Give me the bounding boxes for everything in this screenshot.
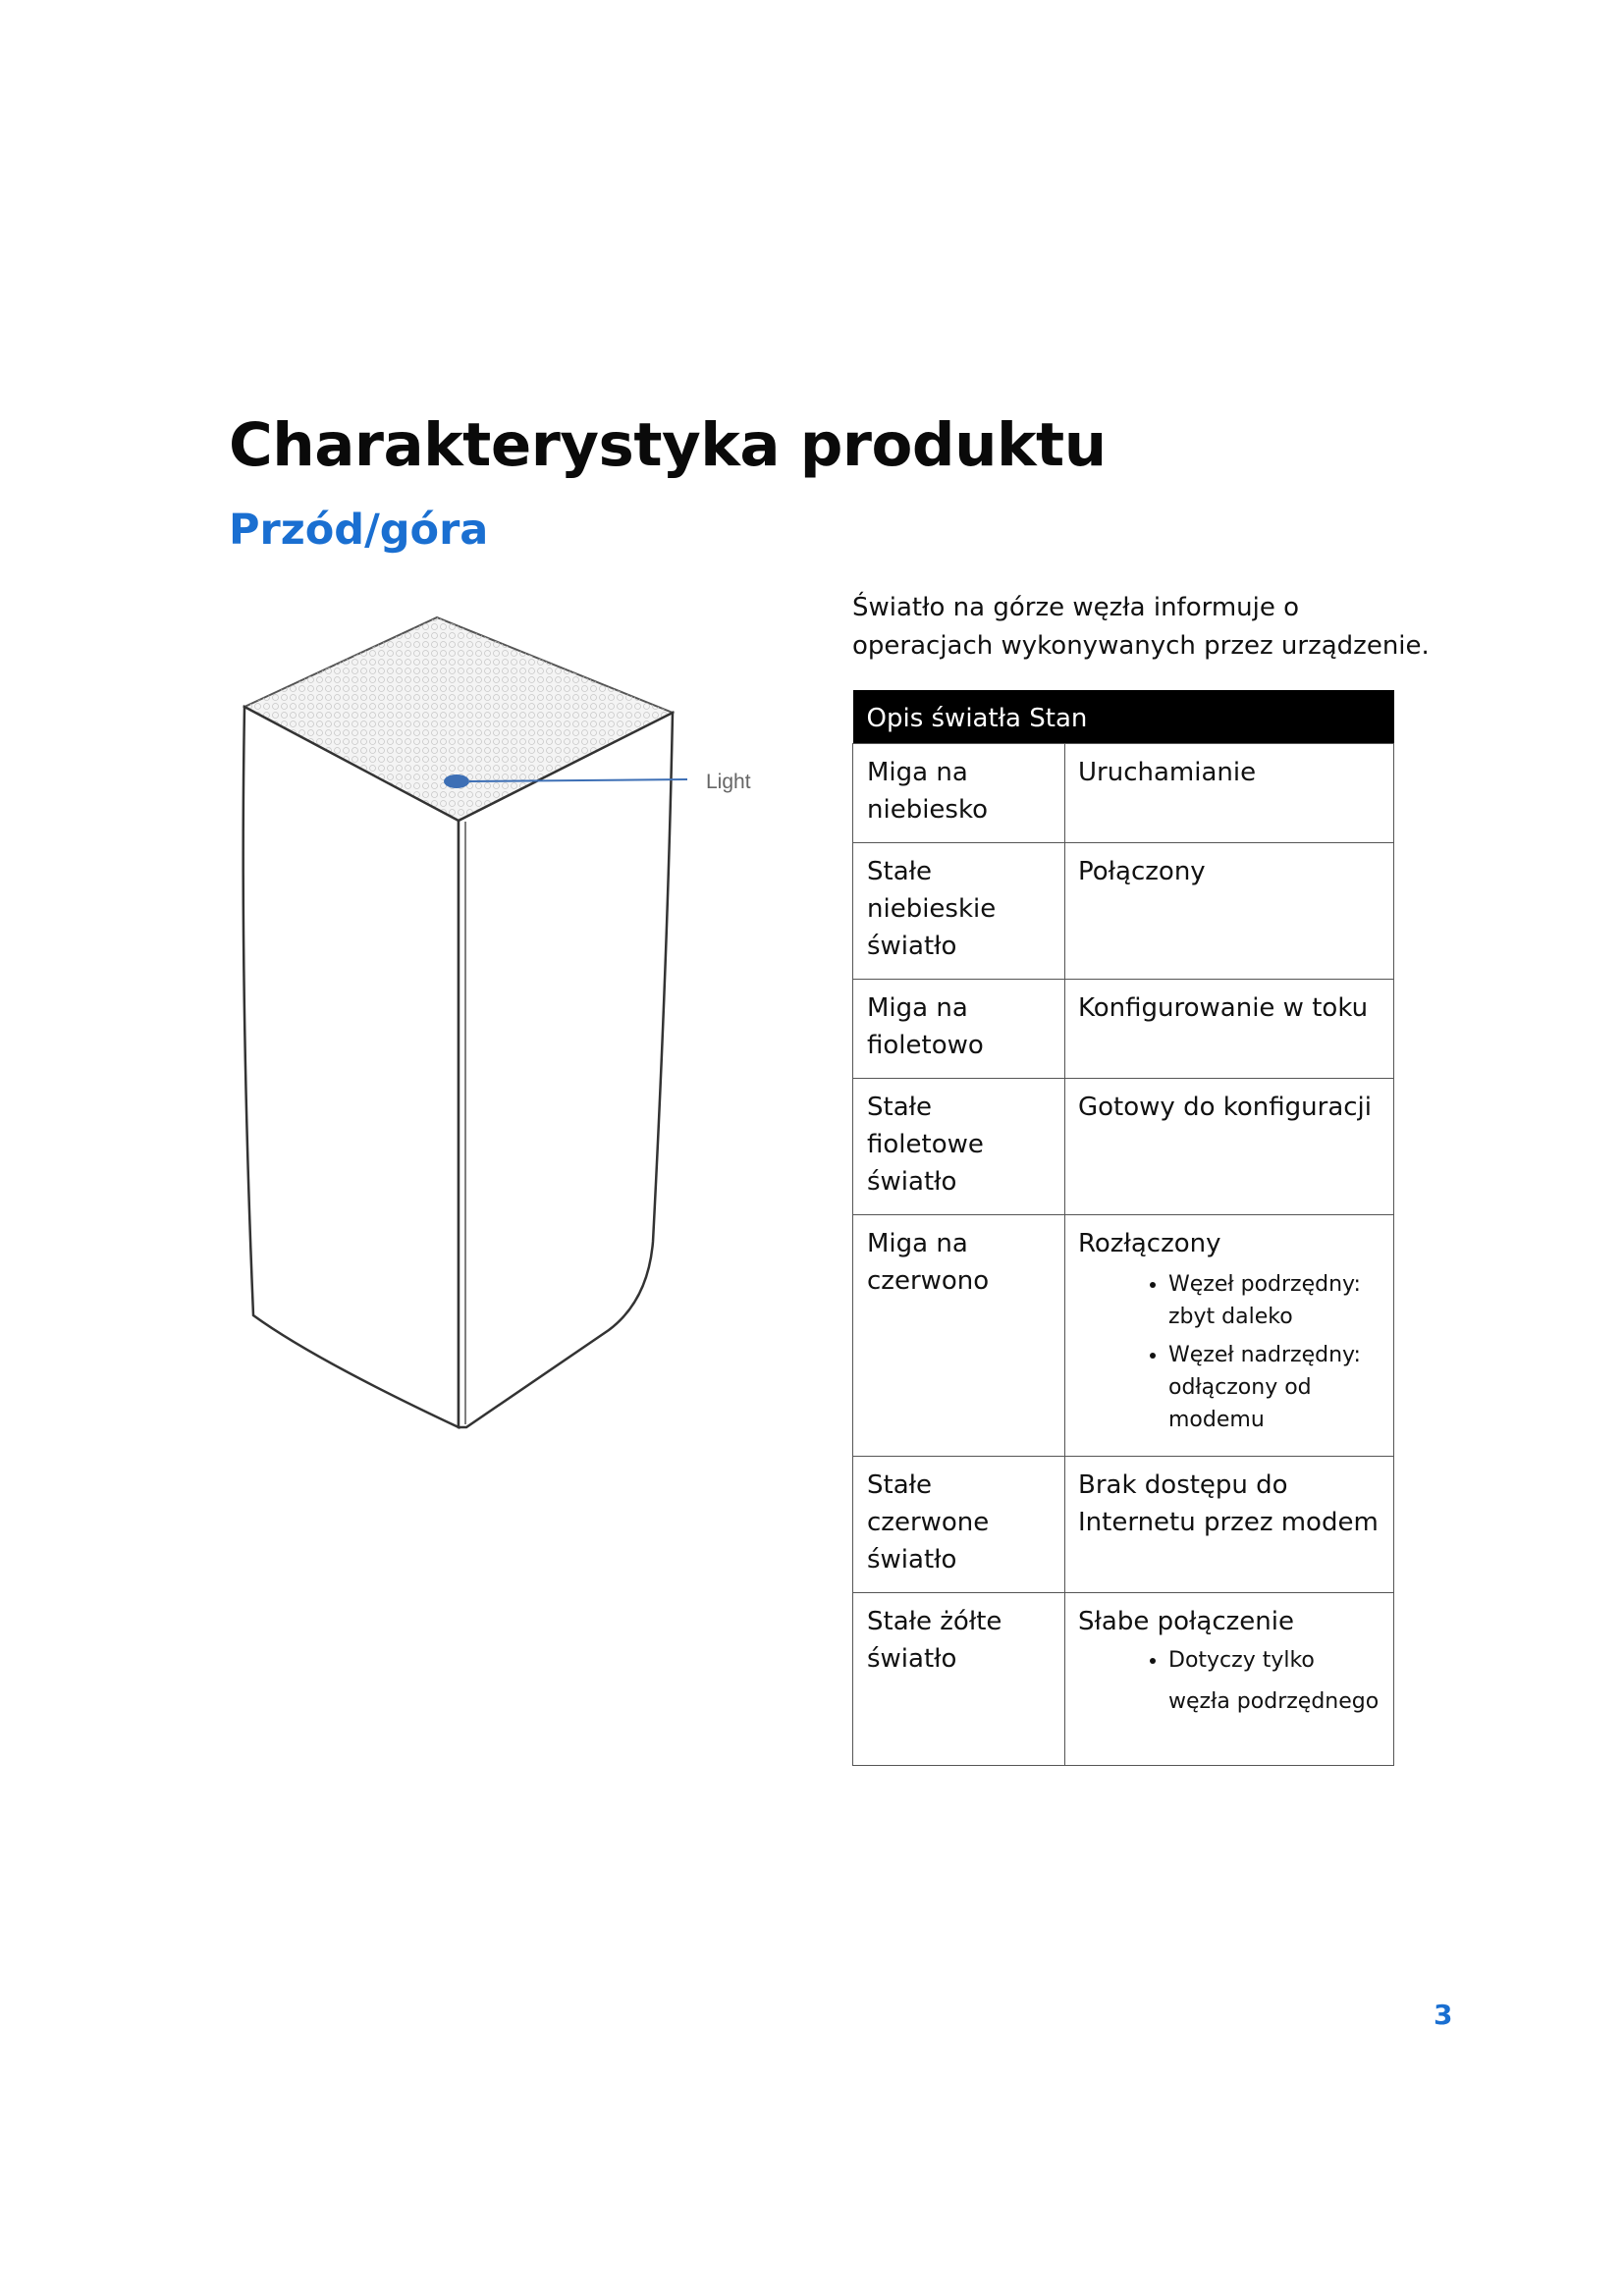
section-subtitle: Przód/góra: [229, 506, 489, 555]
node-device-illustration: [236, 614, 766, 1438]
intro-text: Światło na górze węzła informuje o operacjach wykonywanych przez urządzenie.: [852, 593, 1430, 661]
table-row: [853, 979, 1394, 1078]
state-bullet: • Węzeł nadrzędny: odłączony od modemu: [1168, 1339, 1381, 1436]
state-cell: Brak dostępu do Internetu przez modem: [1065, 1456, 1394, 1592]
state-text: Słabe połączenie: [1078, 1606, 1294, 1636]
state-cell: [1065, 1214, 1394, 1456]
state-cell: Gotowy do konfiguracji: [1065, 1078, 1394, 1214]
state-text: Rozłączony: [1078, 1228, 1221, 1258]
table-header-cell: [853, 690, 1394, 743]
light-cell: Miga na czerwono: [853, 1214, 1065, 1456]
header-light-description: Opis światła: [866, 704, 1021, 733]
state-cell: [1065, 1592, 1394, 1765]
light-cell: Miga na niebiesko: [853, 743, 1065, 842]
page-title: Charakterystyka produktu: [229, 410, 1107, 480]
light-cell: Stałe niebieskie światło: [853, 842, 1065, 979]
table-row: [853, 743, 1394, 842]
state-cell: Konfigurowanie w toku: [1065, 979, 1394, 1078]
node-left-face: [244, 707, 459, 1427]
table-row: [853, 1214, 1394, 1456]
page-number: 3: [1434, 1999, 1453, 2031]
light-status-table: [852, 690, 1394, 1766]
state-cell: Uruchamianie: [1065, 743, 1394, 842]
table-header-row: [853, 690, 1394, 743]
table-row: [853, 1456, 1394, 1592]
light-cell: Stałe żółte światło: [853, 1592, 1065, 1765]
light-callout-label: Light: [706, 771, 751, 793]
table-row: [853, 1078, 1394, 1214]
state-bullet-list: [1078, 1268, 1381, 1436]
state-bullet: • Dotyczy tylko węzła podrzędnego: [1168, 1640, 1381, 1723]
state-cell: Połączony: [1065, 842, 1394, 979]
light-cell: Stałe czerwone światło: [853, 1456, 1065, 1592]
light-cell: Stałe fioletowe światło: [853, 1078, 1065, 1214]
table-row: [853, 842, 1394, 979]
table-row: [853, 1592, 1394, 1765]
light-cell: Miga na fioletowo: [853, 979, 1065, 1078]
state-bullet-list: [1078, 1640, 1381, 1723]
node-right-face: [459, 713, 673, 1427]
header-state: Stan: [1029, 704, 1088, 733]
status-light-icon: [444, 774, 469, 788]
state-bullet: • Węzeł podrzędny: zbyt daleko: [1168, 1268, 1381, 1333]
